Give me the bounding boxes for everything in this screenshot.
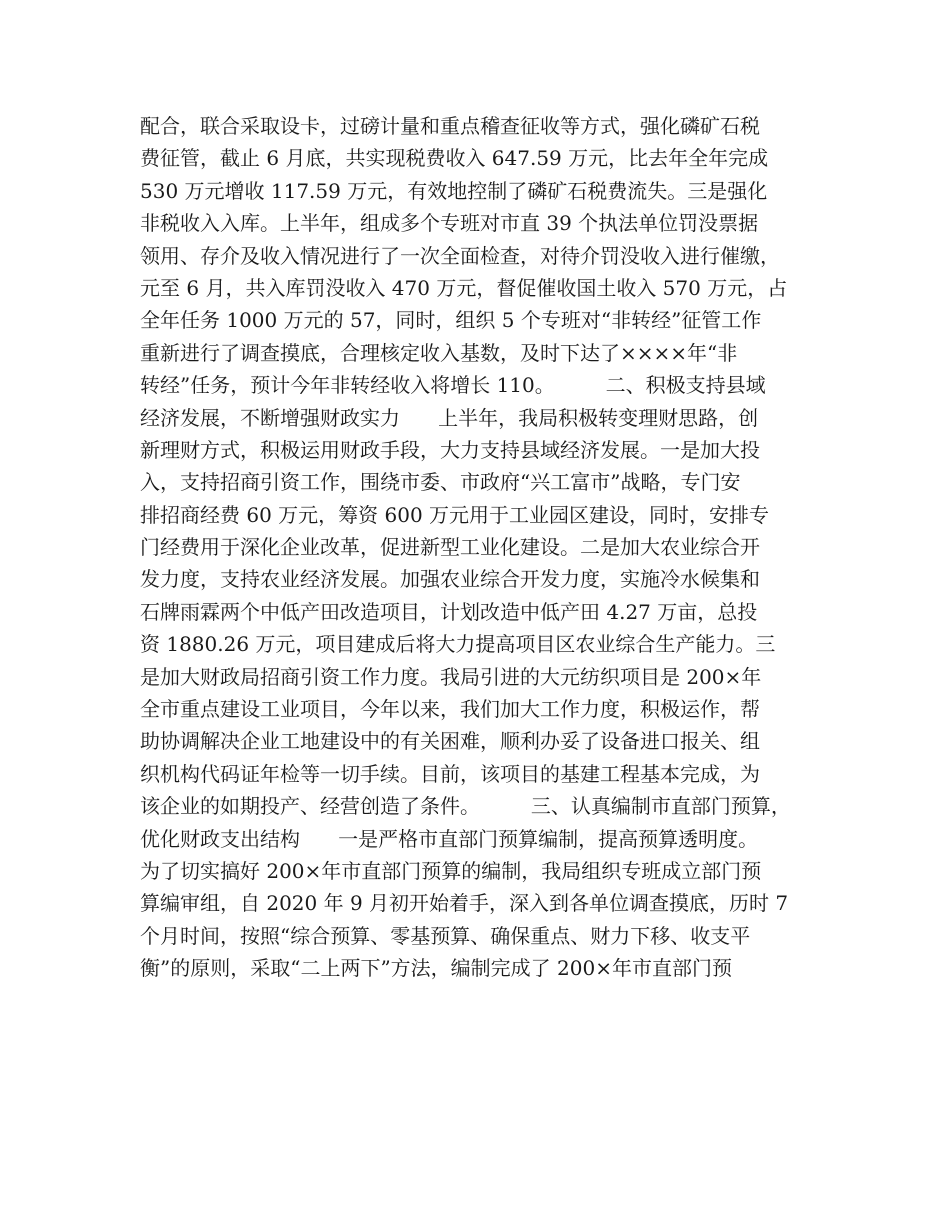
text-line: 领用、存介及收入情况进行了一次全面检查，对待介罚没收入进行催缴， <box>140 243 780 268</box>
text-line: 重新进行了调查摸底，合理核定收入基数，及时下达了××××年“非 <box>140 340 738 365</box>
text-line: 是加大财政局招商引资工作力度。我局引进的大元纺织项目是 200×年 <box>140 664 762 689</box>
text-line: 转经”任务，预计今年非转经收入将增长 110。 二、积极支持县域 <box>140 373 766 398</box>
text-line: 全市重点建设工业项目，今年以来，我们加大工作力度，积极运作，帮 <box>140 697 760 722</box>
text-line: 助协调解决企业工地建设中的有关困难，顺利办妥了设备进口报关、组 <box>140 729 760 754</box>
text-line: 为了切实搞好 200×年市直部门预算的编制，我局组织专班成立部门预 <box>140 858 762 883</box>
text-line: 530 万元增收 117.59 万元，有效地控制了磷矿石税费流失。三是强化 <box>140 178 768 203</box>
text-line: 算编审组，自 2020 年 9 月初开始着手，深入到各单位调查摸底，历时 7 <box>140 891 789 916</box>
text-line: 衡”的原则，采取“二上两下”方法，编制完成了 200×年市直部门预 <box>140 956 732 981</box>
text-line: 发力度，支持农业经济发展。加强农业综合开发力度，实施冷水候集和 <box>140 567 760 592</box>
text-line: 经济发展，不断增强财政实力 上半年，我局积极转变理财思路，创 <box>140 405 759 430</box>
text-line: 全年任务 1000 万元的 57，同时，组织 5 个专班对“非转经”征管工作 <box>140 308 762 333</box>
text-line: 门经费用于深化企业改革，促进新型工业化建设。二是加大农业综合开 <box>140 535 760 560</box>
text-line: 石牌雨霖两个中低产田改造项目，计划改造中低产田 4.27 万亩，总投 <box>140 599 758 624</box>
body-text <box>140 110 820 985</box>
text-line: 个月时间，按照“综合预算、零基预算、确保重点、财力下移、收支平 <box>140 923 751 948</box>
text-line: 配合，联合采取设卡，过磅计量和重点稽查征收等方式，强化磷矿石税 <box>140 114 760 138</box>
text-line: 排招商经费 60 万元，筹资 600 万元用于工业园区建设，同时，安排专 <box>140 502 770 527</box>
text-line: 入，支持招商引资工作，围绕市委、市政府“兴工富市”战略，专门安 <box>140 470 741 495</box>
text-line: 非税收入入库。上半年，组成多个专班对市直 39 个执法单位罚没票据 <box>140 211 759 236</box>
text-line: 费征管，截止 6 月底，共实现税费收入 647.59 万元，比去年全年完成 <box>140 146 769 171</box>
text-line: 元至 6 月，共入库罚没收入 470 万元，督促催收国土收入 570 万元，占 <box>140 275 788 300</box>
text-line: 新理财方式，积极运用财政手段，大力支持县域经济发展。一是加大投 <box>140 437 760 462</box>
text-line: 该企业的如期投产、经营创造了条件。 三、认真编制市直部门预算， <box>140 794 791 819</box>
text-line: 优化财政支出结构 一是严格市直部门预算编制，提高预算透明度。 <box>140 826 759 851</box>
text-line: 资 1880.26 万元，项目建成后将大力提高项目区农业综合生产能力。三 <box>140 632 776 657</box>
text-line: 织机构代码证年检等一切手续。目前，该项目的基建工程基本完成，为 <box>140 761 760 786</box>
